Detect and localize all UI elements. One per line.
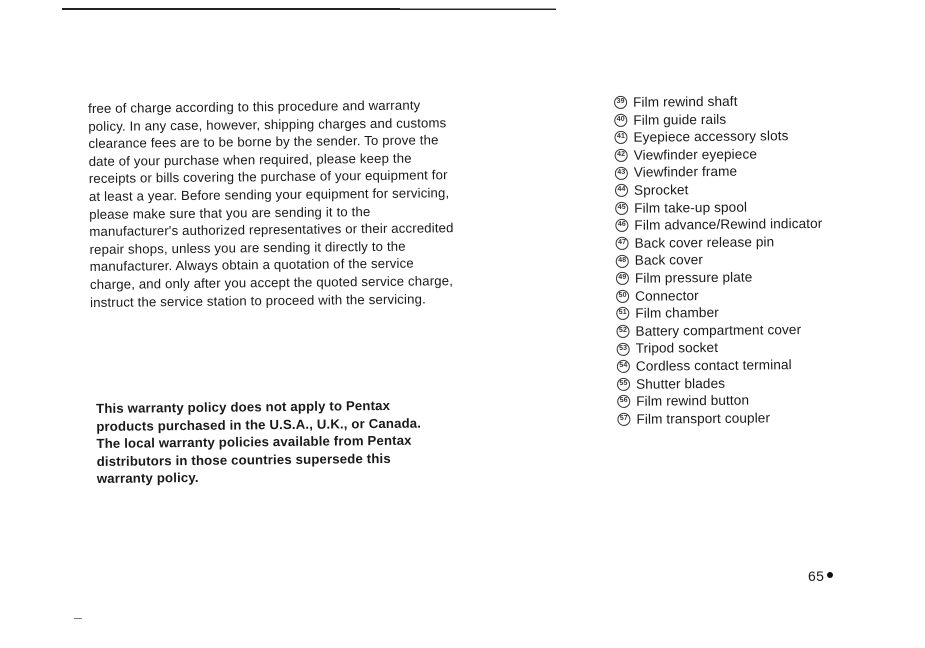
part-label: Battery compartment cover [635, 321, 802, 339]
corner-mark [74, 618, 82, 619]
page-number-text: 65 [808, 568, 825, 584]
parts-list [614, 91, 897, 428]
parts-list-item [617, 408, 897, 429]
callout-number-icon: 47 [615, 237, 628, 250]
part-label: Shutter blades [635, 375, 726, 392]
callout-number-icon: 54 [617, 360, 630, 373]
part-label: Tripod socket [635, 340, 719, 357]
callout-number-icon: 43 [615, 167, 628, 180]
part-label: Sprocket [633, 182, 689, 198]
callout-number-icon: 57 [617, 413, 630, 426]
part-label: Viewfinder eyepiece [633, 146, 758, 163]
part-label: Viewfinder frame [633, 164, 738, 181]
part-label: Film advance/Rewind indicator [634, 215, 823, 233]
callout-number-icon: 44 [615, 184, 628, 197]
part-label: Back cover [634, 252, 704, 269]
part-label: Eyepiece accessory slots [633, 128, 789, 145]
bullet-dot-icon [827, 572, 833, 578]
part-label: Cordless contact terminal [635, 357, 792, 374]
callout-number-icon: 53 [617, 342, 630, 355]
part-label: Film pressure plate [634, 269, 753, 286]
part-label: Film take-up spool [634, 199, 748, 216]
warranty-exclusion-note: This warranty policy does not apply to Pentax products purchased in the U.S.A., U.K., or Canada. The local warranty policies available from Pentax distributors in those countries supersede this warranty policy. [96, 397, 422, 487]
callout-number-icon: 46 [615, 219, 628, 232]
callout-number-icon: 50 [616, 290, 629, 303]
callout-number-icon: 56 [617, 395, 630, 408]
callout-number-icon: 51 [616, 307, 629, 320]
callout-number-icon: 49 [616, 272, 629, 285]
callout-number-icon: 41 [614, 131, 627, 144]
part-label: Film rewind shaft [633, 93, 738, 110]
page-number [808, 568, 833, 584]
callout-number-icon: 40 [614, 114, 627, 127]
left-column [88, 97, 460, 311]
part-label: Film rewind button [636, 392, 750, 409]
callout-number-icon: 55 [617, 378, 630, 391]
top-rule-thin [400, 8, 556, 9]
callout-number-icon: 42 [615, 149, 628, 162]
callout-number-icon: 45 [615, 202, 628, 215]
part-label: Connector [635, 287, 699, 304]
part-label: Film chamber [635, 305, 719, 321]
callout-number-icon: 39 [614, 96, 627, 109]
part-label: Back cover release pin [634, 234, 775, 251]
warranty-procedure-paragraph: free of charge according to this procedure and warranty policy. In any case, however, shipping charges and customs clearance fees are to be borne by the sender. To prove the date of your purchase when required, please keep the receipts or bills covering the purchase of your equipment for at least a year. Before sending your equipment for servicing, please make sure that you are sending it to the manufacturer's authorized representatives or their accredited repair shops, unless you are sending it directly to the manufacturer. Always obtain a quotation of the service charge, and only after you accept the quoted service charge, instruct the service station to proceed with the servicing. [88, 97, 454, 310]
callout-number-icon: 52 [616, 325, 629, 338]
part-label: Film guide rails [633, 111, 727, 128]
part-label: Film transport coupler [636, 410, 771, 427]
callout-number-icon: 48 [616, 254, 629, 267]
